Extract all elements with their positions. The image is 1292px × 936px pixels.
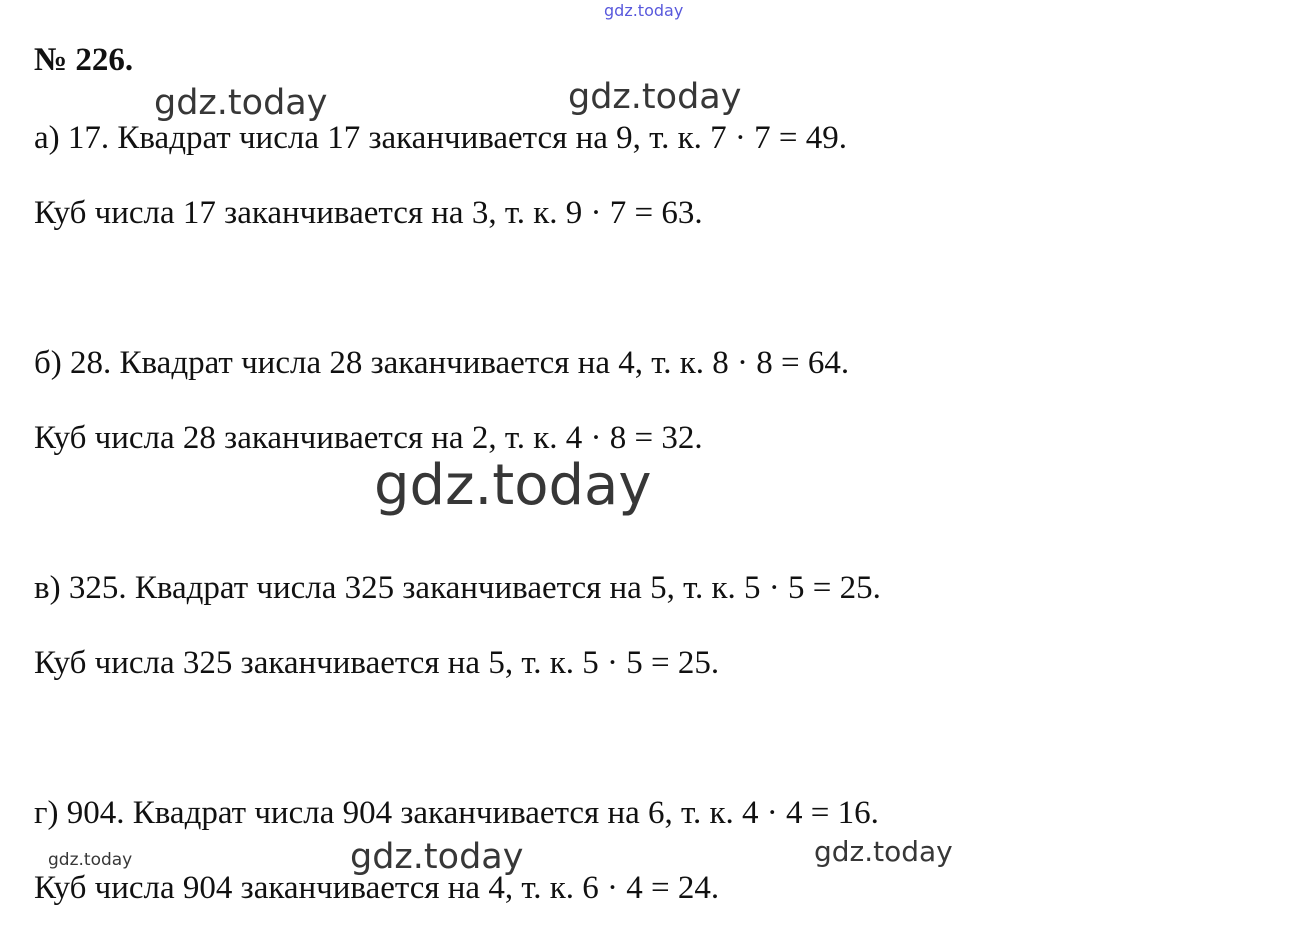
- answer-v-cube: Куб числа 325 заканчивается на 5, т. к. 5 · 5 = 25.: [34, 645, 720, 681]
- answer-a-cube: Куб числа 17 заканчивается на 3, т. к. 9 · 7 = 63.: [34, 195, 703, 231]
- watermark: gdz.today: [814, 835, 953, 868]
- answer-g-cube: Куб числа 904 заканчивается на 4, т. к. 6 · 4 = 24.: [34, 870, 720, 906]
- answer-a-square: а) 17. Квадрат числа 17 заканчивается на 9, т. к. 7 · 7 = 49.: [34, 120, 847, 156]
- watermark-large: gdz.today: [374, 453, 652, 518]
- answer-b-square: б) 28. Квадрат числа 28 заканчивается на 4, т. к. 8 · 8 = 64.: [34, 345, 850, 381]
- answer-b-cube: Куб числа 28 заканчивается на 2, т. к. 4 · 8 = 32.: [34, 420, 703, 456]
- answer-g-square: г) 904. Квадрат числа 904 заканчивается на 6, т. к. 4 · 4 = 16.: [34, 795, 879, 831]
- watermark: gdz.today: [568, 77, 742, 117]
- watermark-small: gdz.today: [48, 850, 133, 870]
- watermark: gdz.today: [350, 837, 524, 877]
- watermark: gdz.today: [154, 83, 328, 123]
- problem-title: № 226.: [34, 42, 134, 78]
- watermark-top: gdz.today: [604, 1, 684, 20]
- answer-v-square: в) 325. Квадрат числа 325 заканчивается на 5, т. к. 5 · 5 = 25.: [34, 570, 881, 606]
